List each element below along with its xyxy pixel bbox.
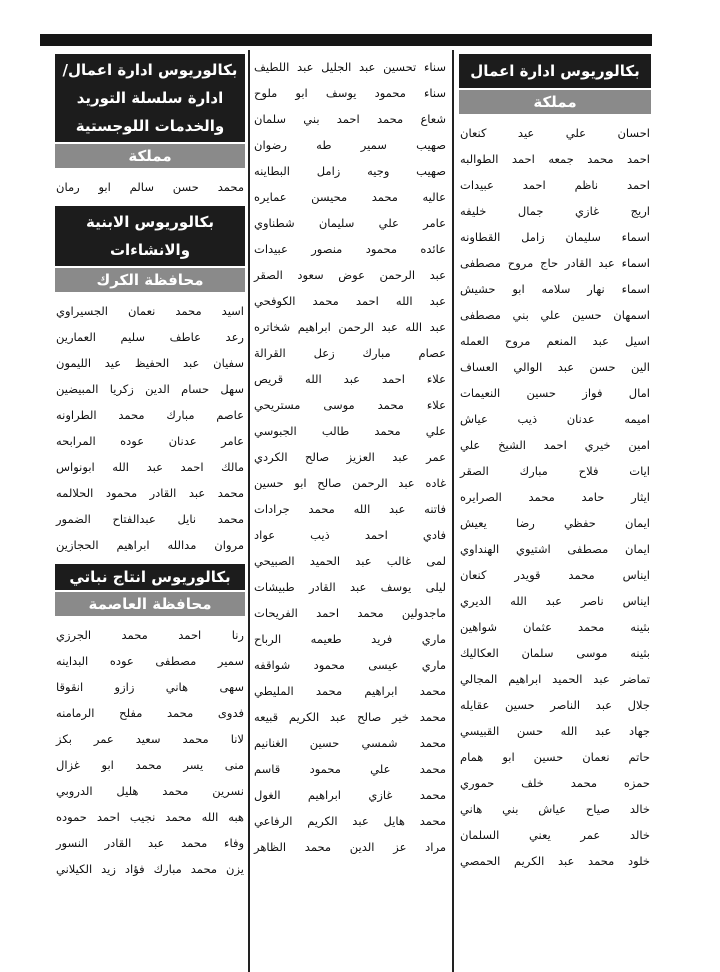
list-item: محمد حسن سالم ابو رمان xyxy=(56,180,244,194)
column-divider-right xyxy=(452,50,454,972)
list-item: امال فواز حسين النعيمات xyxy=(460,386,650,400)
list-item: عامر علي سليمان شطناوي xyxy=(254,216,446,230)
list-item: جهاد عبد الله حسن القبيسي xyxy=(460,724,650,738)
list-item: فادي احمد ذيب عواد xyxy=(254,528,446,542)
right-column xyxy=(456,50,654,972)
section-subheader-kingdom: مملكة xyxy=(459,90,651,114)
list-item: بثينه موسى سلمان العكاليك xyxy=(460,646,650,660)
section-header-business-admin: بكالوريوس ادارة اعمال xyxy=(459,54,651,88)
section-subheader-capital: محافظة العاصمة xyxy=(55,592,245,616)
list-item: عبد الرحمن عوض سعود الصقر xyxy=(254,268,446,282)
list-item: حاتم نعمان حسين ابو همام xyxy=(460,750,650,764)
list-item: ايثار حامد محمد الصرايره xyxy=(460,490,650,504)
list-item: خالد صياح عياش بني هاني xyxy=(460,802,650,816)
list-item: منى يسر محمد ابو غزال xyxy=(56,758,244,772)
header-line: ادارة سلسلة التوريد xyxy=(76,89,224,107)
list-item: بثينه محمد عثمان شواهين xyxy=(460,620,650,634)
section-subheader-karak: محافظة الكرك xyxy=(55,268,245,292)
list-item: صهيب سمير طه رضوان xyxy=(254,138,446,152)
list-item: محمد عبد القادر محمود الحلالمه xyxy=(56,486,244,500)
list-item: عبد الله احمد محمد الكوفحي xyxy=(254,294,446,308)
list-item: اريج غازي جمال خليفه xyxy=(460,204,650,218)
list-item: عبد الله عبد الرحمن ابراهيم شخاتره xyxy=(254,320,446,334)
left-column xyxy=(52,50,248,972)
list-item: فاتنه عبد الله محمد جرادات xyxy=(254,502,446,516)
list-item: عصام مبارك زعل القرالة xyxy=(254,346,446,360)
list-item: محمد علي محمود قاسم xyxy=(254,762,446,776)
list-item: محمد شمسي حسين الغنانيم xyxy=(254,736,446,750)
list-item: محمد غازي ابراهيم الغول xyxy=(254,788,446,802)
list-item: علاء احمد عبد الله قريص xyxy=(254,372,446,386)
list-item: ايمان مصطفى اشتيوي الهنداوي xyxy=(460,542,650,556)
list-item: محمد خير صالح عبد الكريم قبيعه xyxy=(254,710,446,724)
list-item: لمى غالب عبد الحميد الصبيحي xyxy=(254,554,446,568)
list-item: سهى هاني زازو انقوقا xyxy=(56,680,244,694)
list-item: علاء محمد موسى مستريحي xyxy=(254,398,446,412)
list-item: نسرين محمد هليل الدروبي xyxy=(56,784,244,798)
list-item: محمد ابراهيم محمد المليطي xyxy=(254,684,446,698)
list-item: مروان مدالله ابراهيم الحجازين xyxy=(56,538,244,552)
section-header-plant-production: بكالوريوس انتاج نباتي xyxy=(55,564,245,590)
list-item: احمد محمد جمعه احمد الطوالبه xyxy=(460,152,650,166)
list-item: سمير مصطفى عوده البداينه xyxy=(56,654,244,668)
list-item: رعد عاطف سليم العمارين xyxy=(56,330,244,344)
list-item: رنا احمد محمد الجرزي xyxy=(56,628,244,642)
list-item: ايناس محمد قويدر كنعان xyxy=(460,568,650,582)
names-list xyxy=(456,120,654,874)
list-item: ايناس ناصر عبد الله الديري xyxy=(460,594,650,608)
list-item: فدوى محمد مفلح الرمامنه xyxy=(56,706,244,720)
section-header-supply-chain xyxy=(55,54,245,142)
section-subheader-kingdom: مملكة xyxy=(55,144,245,168)
header-line: والخدمات اللوجستية xyxy=(75,117,225,135)
list-item: محمد نايل عبدالفتاح الضمور xyxy=(56,512,244,526)
list-item: مالك احمد عبد الله ابونواس xyxy=(56,460,244,474)
list-item: امين خيري احمد الشيخ علي xyxy=(460,438,650,452)
list-item: يزن محمد مبارك فؤاد زيد الكيلاني xyxy=(56,862,244,876)
list-item: ليلى يوسف عبد القادر طبيشات xyxy=(254,580,446,594)
middle-column xyxy=(250,50,450,972)
list-item: سناء محمود يوسف ابو ملوح xyxy=(254,86,446,100)
list-item: الين حسن عبد الوالي العساف xyxy=(460,360,650,374)
list-item: ماري عيسى محمود شواقفه xyxy=(254,658,446,672)
list-item: ماري فريد طعيمه الرباح xyxy=(254,632,446,646)
header-line: والانشاءات xyxy=(109,241,191,259)
list-item: حمزه محمد خلف حموري xyxy=(460,776,650,790)
list-item: عاليه محمد محيسن عمايره xyxy=(254,190,446,204)
header-line: بكالوريوس الابنية xyxy=(86,213,214,231)
list-item: احمد ناظم احمد عبيدات xyxy=(460,178,650,192)
list-item: اسمهان حسين علي بني مصطفى xyxy=(460,308,650,322)
list-item: سهل حسام الدين زكريا المبيضين xyxy=(56,382,244,396)
list-item: اسماء نهار سلامه ابو حشيش xyxy=(460,282,650,296)
list-item: ايمان حفظي رضا يعيش xyxy=(460,516,650,530)
top-rule xyxy=(40,34,652,46)
list-item: خالد عمر يعني السلمان xyxy=(460,828,650,842)
list-item: جلال عبد الناصر حسين عقايله xyxy=(460,698,650,712)
section-header-buildings xyxy=(55,206,245,266)
list-item: عامر عدنان عوده المرابحه xyxy=(56,434,244,448)
list-item: غاده عبد الرحمن صالح ابو حسين xyxy=(254,476,446,490)
list-item: ايات فلاح مبارك الصقر xyxy=(460,464,650,478)
list-item: سفيان عبد الحفيظ عيد الليمون xyxy=(56,356,244,370)
list-item: اسماء عبد القادر حاج مروح مصطفى xyxy=(460,256,650,270)
list-item: سناء تحسين عبد الجليل عبد اللطيف xyxy=(254,60,446,74)
list-item: اميمه عدنان ذيب عياش xyxy=(460,412,650,426)
list-item: صهيب وجيه زامل البطاينه xyxy=(254,164,446,178)
list-item: وفاء محمد عبد القادر النسور xyxy=(56,836,244,850)
list-item: شعاع محمد احمد بني سلمان xyxy=(254,112,446,126)
list-item: احسان علي عيد كنعان xyxy=(460,126,650,140)
header-line: بكالوريوس ادارة اعمال/ xyxy=(62,61,238,79)
list-item: محمد هايل عبد الكريم الرفاعي xyxy=(254,814,446,828)
list-item: علي محمد طالب الجبوسي xyxy=(254,424,446,438)
list-item: لانا محمد سعيد عمر بكز xyxy=(56,732,244,746)
list-item: عمر عبد العزيز صالح الكردي xyxy=(254,450,446,464)
list-item: تماضر عبد الحميد ابراهيم المجالي xyxy=(460,672,650,686)
list-item: اسيل عبد المنعم مروح العمله xyxy=(460,334,650,348)
list-item: عائده محمود منصور عبيدات xyxy=(254,242,446,256)
list-item: هبه الله محمد نجيب احمد حموده xyxy=(56,810,244,824)
list-item: مراد عز الدين محمد الظاهر xyxy=(254,840,446,854)
list-item: ماجدولين محمد احمد الفريحات xyxy=(254,606,446,620)
list-item: اسماء سليمان زامل القطاونه xyxy=(460,230,650,244)
list-item: اسيد محمد نعمان الجسيراوي xyxy=(56,304,244,318)
list-item: خلود محمد عبد الكريم الحمصي xyxy=(460,854,650,868)
list-item: عاصم مبارك محمد الطراونه xyxy=(56,408,244,422)
